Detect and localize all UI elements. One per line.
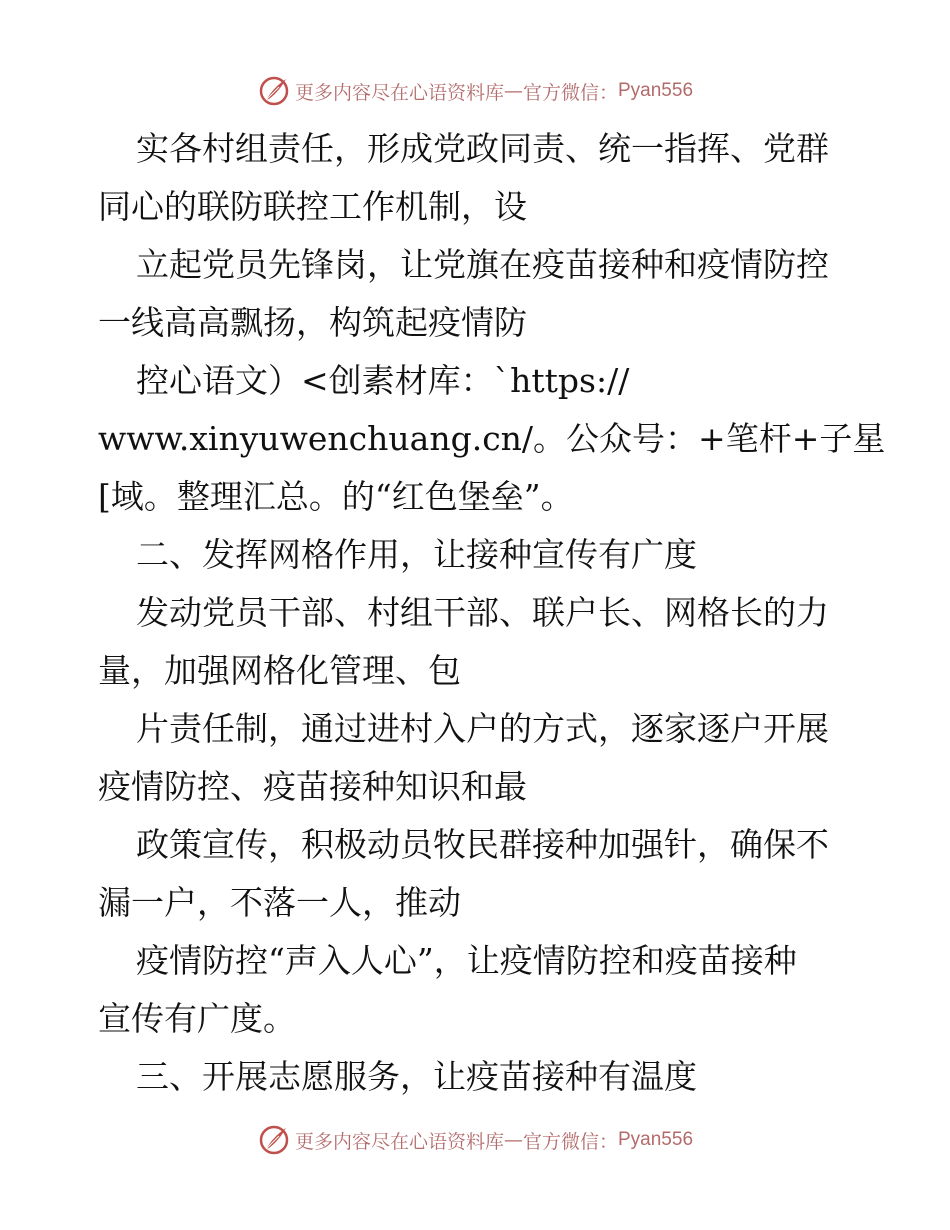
header-watermark [0,71,950,111]
header-promo-text: 更多内容尽在心语资料库 [294,81,504,104]
body-text [98,120,886,1106]
feather-logo-icon [257,74,291,108]
footer-wechat-id: Pyan556 [618,1129,694,1150]
paragraph-line: 立起党员先锋岗，让党旗在疫苗接种和疫情防控 [136,245,829,284]
paragraph-line: 疫情防控、疫苗接种知识和最 [98,767,527,806]
section-heading: 二、发挥网格作用，让接种宣传有广度 [136,535,697,574]
paragraph-line: 一线高高飘扬，构筑起疫情防 [98,303,527,342]
footer-wechat-label: 官方微信： [522,1130,618,1153]
paragraph-line: 发动党员干部、村组干部、联户长、网格长的力 [136,593,829,632]
paragraph-line: [域。整理汇总。的“红色堡垒”。 [98,477,574,516]
paragraph-line: 疫情防控“声入人心”，让疫情防控和疫苗接种 [136,941,797,980]
paragraph-line: 实各村组责任，形成党政同责、统一指挥、党群 [136,129,829,168]
paragraph-line: 宣传有广度。 [98,999,296,1038]
header-wechat-label: 官方微信： [522,81,618,104]
paragraph-line: 控心语文）<创素材库：`https:// [136,361,630,400]
paragraph-line: 同心的联防联控工作机制，设 [98,187,527,226]
paragraph-line: 量，加强网格化管理、包 [98,651,461,690]
header-wechat-id: Pyan556 [618,80,694,101]
paragraph-line: 片责任制，通过进村入户的方式，逐家逐户开展 [136,709,829,748]
paragraph-line: www.xinyuwenchuang.cn/。公众号：+笔杆+子星 [98,419,886,458]
paragraph-line: 政策宣传，积极动员牧民群接种加强针，确保不 [136,825,829,864]
paragraph-line: 漏一户，不落一人，推动 [98,883,461,922]
footer-promo-text: 更多内容尽在心语资料库 [294,1130,504,1153]
section-heading: 三、开展志愿服务，让疫苗接种有温度 [136,1057,697,1096]
footer-watermark [0,1120,950,1160]
footer-separator: — [503,1129,523,1151]
feather-logo-icon [257,1123,291,1157]
header-separator: — [503,80,523,102]
